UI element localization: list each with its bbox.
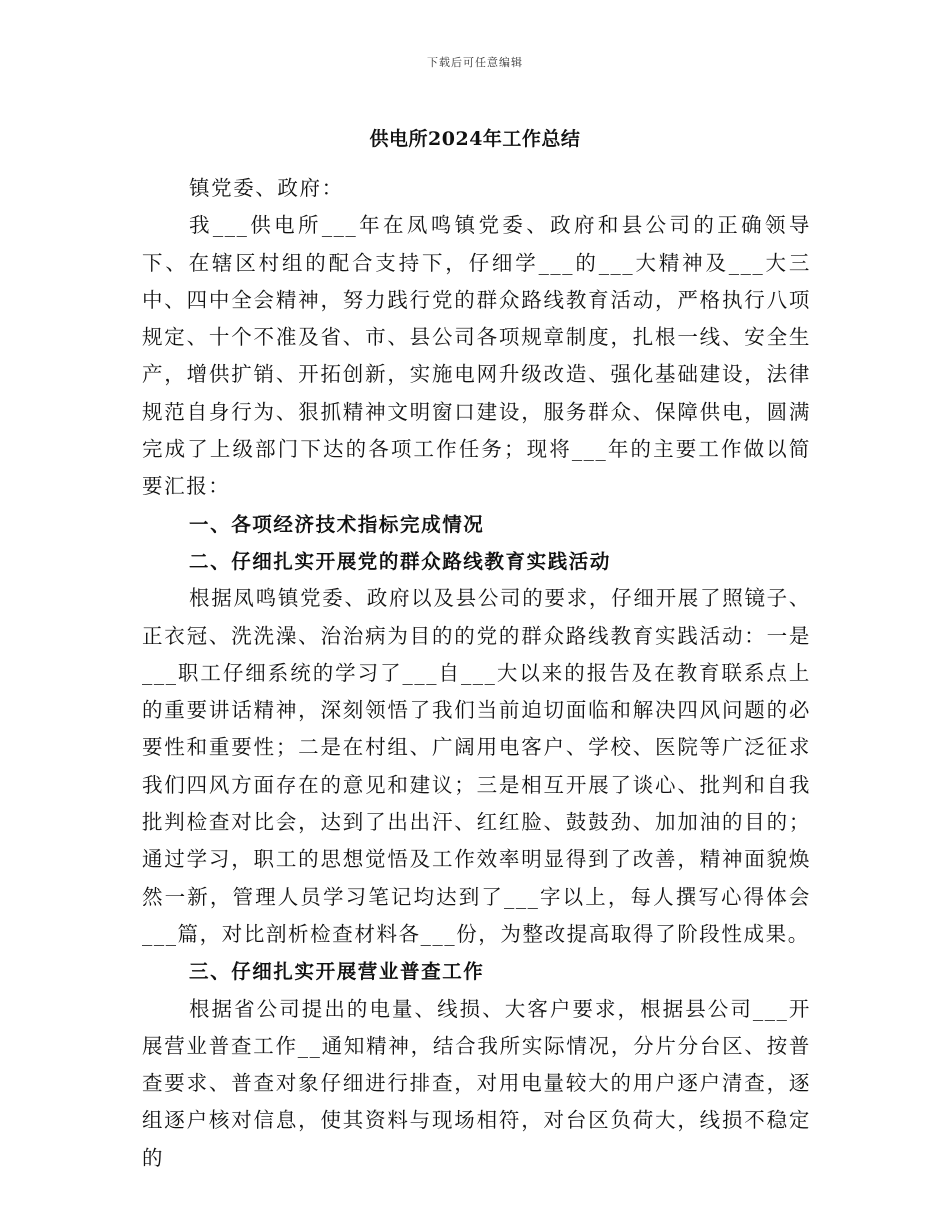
document-title: 供电所2024年工作总结 bbox=[369, 128, 581, 150]
document-body bbox=[142, 170, 811, 1177]
salutation: 镇党委、政府： bbox=[189, 176, 344, 200]
section-heading-2: 二、仔细扎实开展党的群众路线教育实践活动 bbox=[189, 549, 612, 573]
section-2-paragraph: 根据凤鸣镇党委、政府以及县公司的要求，仔细开展了照镜子、正衣冠、洗洗澡、治治病为目的的党的群众路线教育实践活动：一是___职工仔细系统的学习了___自___大以来的报告及在教育联系点上的重要讲话精神，深刻领悟了我们当前迫切面临和解决四风问题的必要性和重要性；二是在村组、广阔用电客户、学校、医院等广泛征求我们四风方面存在的意见和建议；三是相互开展了谈心、批判和自我批判检查对比会，达到了出出汗、红红脸、鼓鼓劲、加加油的目的；通过学习，职工的思想觉悟及工作效率明显得到了改善，精神面貌焕然一新，管理人员学习笔记均达到了___字以上，每人撰写心得体会___篇，对比剖析检查材料各___份，为整改提高取得了阶段性成果。 bbox=[142, 586, 811, 946]
intro-paragraph: 我___供电所___年在凤鸣镇党委、政府和县公司的正确领导下、在辖区村组的配合支持下，仔细学___的___大精神及___大三中、四中全会精神，努力践行党的群众路线教育活动，严格执行八项规定、十个不准及省、市、县公司各项规章制度，扎根一线、安全生产，增供扩销、开拓创新，实施电网升级改造、强化基础建设，法律规范自身行为、狠抓精神文明窗口建设，服务群众、保障供电，圆满完成了上级部门下达的各项工作任务；现将___年的主要工作做以简要汇报： bbox=[142, 213, 811, 499]
section-heading-1: 一、各项经济技术指标完成情况 bbox=[189, 512, 485, 536]
header-note: 下载后可任意编辑 bbox=[427, 56, 523, 69]
section-3-paragraph: 根据省公司提出的电量、线损、大客户要求，根据县公司___开展营业普查工作__通知精神，结合我所实际情况，分片分台区、按普查要求、普查对象仔细进行排查，对用电量较大的用户逐户清查，逐组逐户核对信息，使其资料与现场相符，对台区负荷大，线损不稳定的 bbox=[142, 996, 811, 1170]
section-heading-3: 三、仔细扎实开展营业普查工作 bbox=[189, 960, 485, 984]
